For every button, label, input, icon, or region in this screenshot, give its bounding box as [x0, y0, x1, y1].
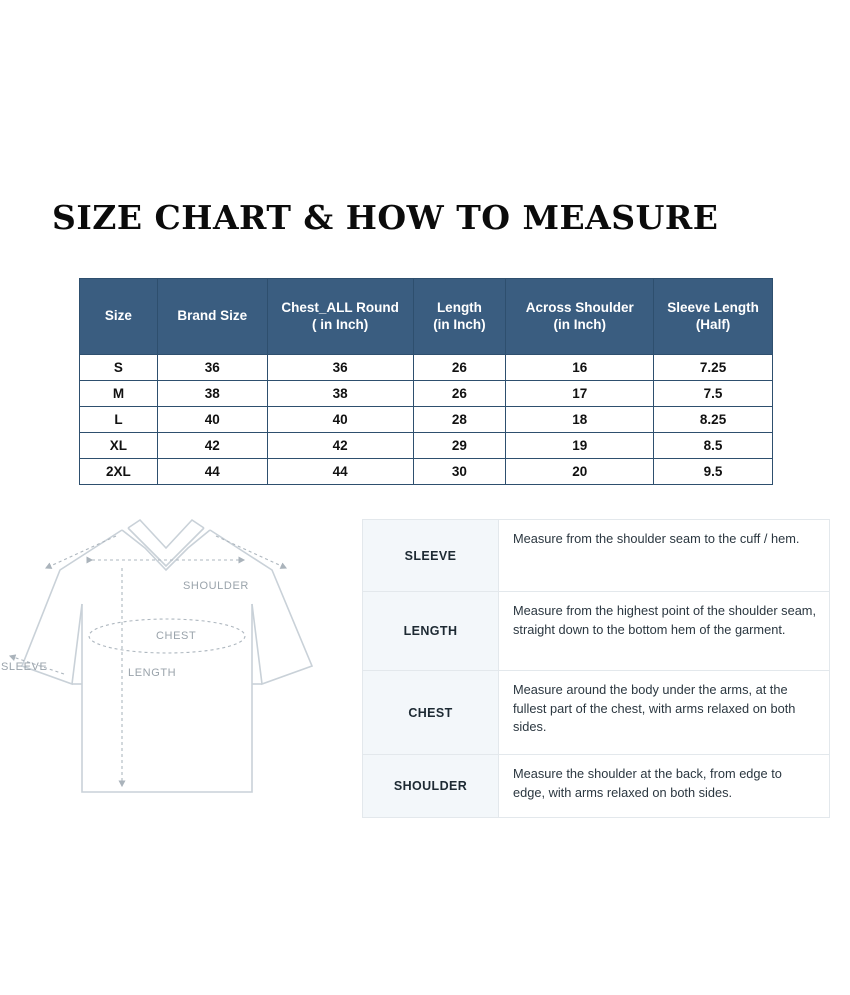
measure-text-sleeve: Measure from the shoulder seam to the cuff / hem.	[513, 531, 800, 546]
cell-sleeve-length: 8.25	[654, 407, 773, 433]
measure-term-chest: CHEST	[363, 671, 499, 754]
table-row	[80, 381, 773, 407]
cell-across-shoulder: 18	[506, 407, 654, 433]
cell-length: 28	[413, 407, 506, 433]
diagram-label-sleeve: SLEEVE	[1, 661, 48, 673]
table-header-row	[80, 279, 773, 355]
cell-across-shoulder: 17	[506, 381, 654, 407]
cell-chest: 36	[267, 355, 413, 381]
column-header-length-line1: Length	[436, 299, 482, 315]
cell-size: M	[80, 381, 158, 407]
cell-sleeve-length: 8.5	[654, 433, 773, 459]
page-title: SIZE CHART & HOW TO MEASURE	[52, 198, 719, 237]
list-item	[363, 520, 829, 592]
how-to-measure-list	[362, 519, 830, 818]
column-header-size	[80, 279, 158, 355]
cell-size: 2XL	[80, 459, 158, 485]
cell-chest: 44	[267, 459, 413, 485]
column-header-chest-line1: Chest_ALL Round	[281, 299, 399, 315]
table-row	[80, 459, 773, 485]
size-chart-table	[79, 278, 773, 485]
tshirt-diagram-svg	[0, 508, 360, 808]
cell-sleeve-length: 7.25	[654, 355, 773, 381]
table-body	[80, 355, 773, 485]
measure-text-length: Measure from the highest point of the shoulder seam, straight down to the bottom hem of the garment.	[513, 603, 817, 637]
cell-brand-size: 36	[157, 355, 267, 381]
tshirt-measurement-diagram	[0, 508, 360, 808]
measure-text-chest: Measure around the body under the arms, at the fullest part of the chest, with arms relaxed on both sides.	[513, 682, 796, 735]
cell-across-shoulder: 19	[506, 433, 654, 459]
column-header-across-shoulder	[506, 279, 654, 355]
column-header-brand-size	[157, 279, 267, 355]
list-item	[363, 755, 829, 817]
column-header-length-line2: (in Inch)	[433, 316, 486, 332]
table-row	[80, 433, 773, 459]
diagram-label-chest: CHEST	[156, 630, 197, 642]
cell-length: 26	[413, 355, 506, 381]
cell-brand-size: 40	[157, 407, 267, 433]
column-header-sleeve-length	[654, 279, 773, 355]
cell-size: XL	[80, 433, 158, 459]
size-chart-table-container	[79, 278, 773, 485]
cell-size: S	[80, 355, 158, 381]
measurement-guides	[10, 536, 286, 786]
table-row	[80, 355, 773, 381]
list-item	[363, 592, 829, 671]
measure-term-shoulder: SHOULDER	[363, 755, 499, 817]
cell-chest: 42	[267, 433, 413, 459]
table-header	[80, 279, 773, 355]
cell-length: 30	[413, 459, 506, 485]
diagram-label-length: LENGTH	[128, 667, 177, 679]
cell-across-shoulder: 20	[506, 459, 654, 485]
cell-length: 26	[413, 381, 506, 407]
cell-chest: 40	[267, 407, 413, 433]
cell-size: L	[80, 407, 158, 433]
cell-brand-size: 38	[157, 381, 267, 407]
cell-chest: 38	[267, 381, 413, 407]
column-header-across-shoulder-line1: Across Shoulder	[525, 299, 634, 315]
column-header-brand-size-line1: Brand Size	[177, 308, 248, 324]
column-header-size-line1: Size	[104, 308, 132, 324]
cell-across-shoulder: 16	[506, 355, 654, 381]
column-header-chest-line2: ( in Inch)	[311, 316, 369, 332]
table-row	[80, 407, 773, 433]
cell-brand-size: 42	[157, 433, 267, 459]
tshirt-outline	[22, 520, 312, 792]
measure-term-length: LENGTH	[363, 592, 499, 670]
list-item	[363, 671, 829, 755]
column-header-length	[413, 279, 506, 355]
cell-sleeve-length: 9.5	[654, 459, 773, 485]
measure-term-sleeve: SLEEVE	[363, 520, 499, 591]
column-header-sleeve-length-line1: Sleeve Length	[667, 299, 759, 315]
measure-text-shoulder: Measure the shoulder at the back, from edge to edge, with arms relaxed on both sides.	[513, 766, 782, 800]
column-header-across-shoulder-line2: (in Inch)	[553, 316, 606, 332]
cell-brand-size: 44	[157, 459, 267, 485]
cell-length: 29	[413, 433, 506, 459]
diagram-label-shoulder: SHOULDER	[183, 580, 249, 592]
column-header-sleeve-length-line2: (Half)	[695, 316, 731, 332]
column-header-chest	[267, 279, 413, 355]
cell-sleeve-length: 7.5	[654, 381, 773, 407]
